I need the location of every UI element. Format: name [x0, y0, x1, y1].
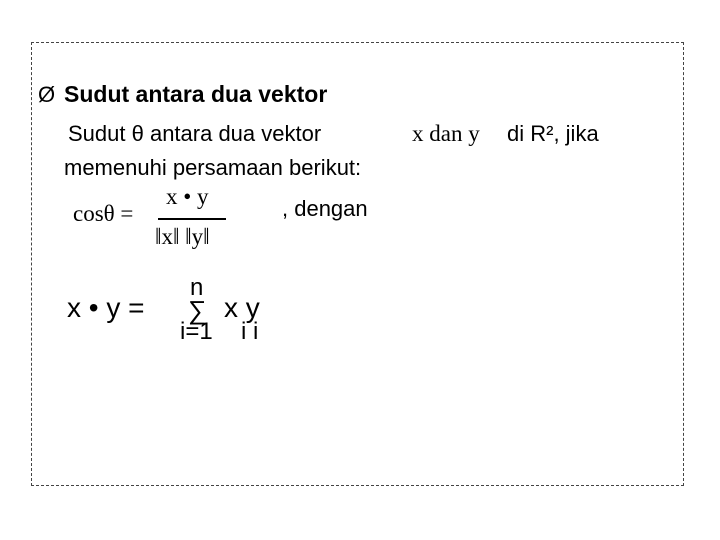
dot-product-lhs: x • y =: [67, 292, 145, 323]
sum-upper-limit: n: [190, 274, 204, 301]
section-heading: Sudut antara dua vektor: [64, 81, 328, 107]
definition-line-2: memenuhi persamaan berikut:: [64, 155, 362, 180]
sum-terms: x y: [224, 292, 260, 323]
definition-line-1-end: di R², jika: [507, 121, 599, 146]
slide-frame: [31, 42, 684, 486]
sigma-icon: ∑: [188, 295, 207, 325]
vector-pair-formula: x dan y: [412, 121, 480, 146]
cos-formula-numerator: x • y: [166, 184, 209, 209]
dengan-text: , dengan: [282, 196, 368, 221]
fraction-bar: [158, 218, 226, 220]
definition-line-1: Sudut θ antara dua vektor: [68, 121, 322, 146]
cos-formula-lhs: cosθ =: [73, 201, 134, 226]
bullet-arrow-icon: Ø: [38, 82, 56, 107]
sum-subscripts: i i: [241, 318, 259, 345]
cos-formula-denominator: ‖x‖ ‖y‖: [155, 224, 210, 249]
sum-lower-limit: i=1: [180, 318, 213, 345]
